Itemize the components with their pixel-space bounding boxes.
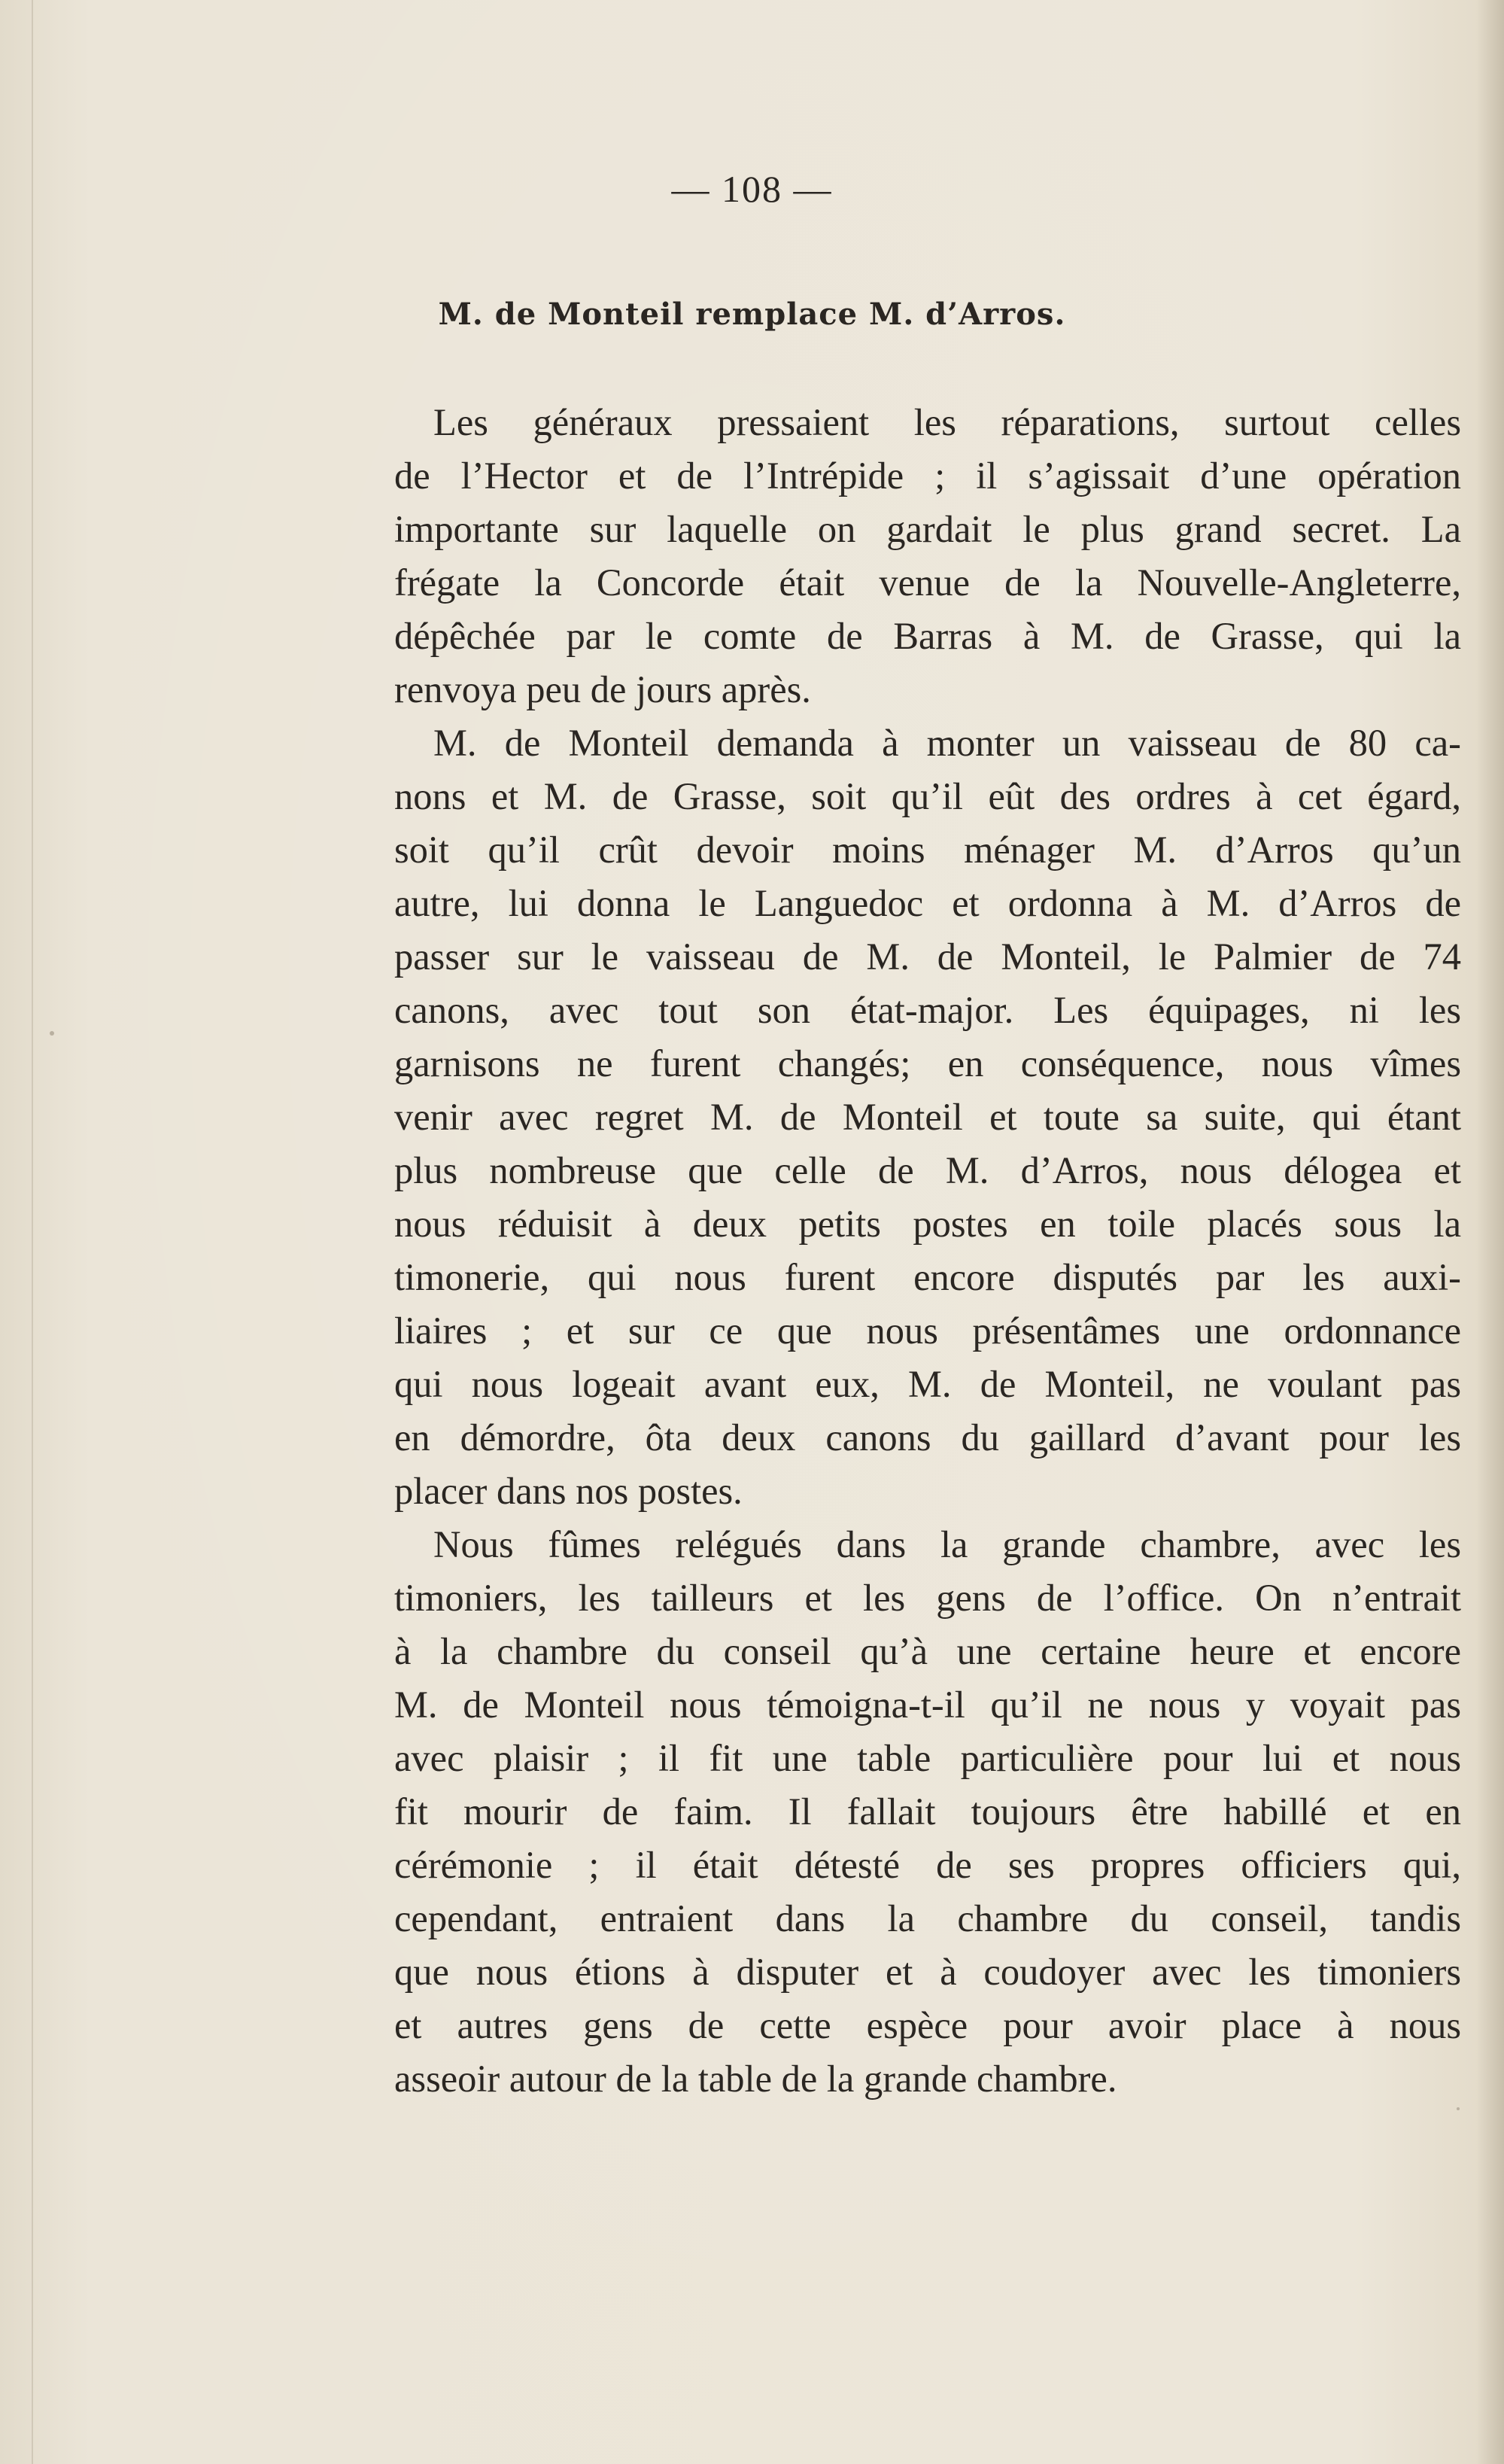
body-text — [394, 396, 1461, 2106]
text-line: cependant, entraient dans la chambre du conseil, tandis — [394, 1897, 1461, 1939]
text-line: M. de Monteil demanda à monter un vaisseau de 80 ca- — [433, 722, 1461, 764]
page-edge-shadow — [1477, 0, 1504, 2464]
text-line: que nous étions à disputer et à coudoyer avec les timoniers — [394, 1951, 1461, 1993]
speck-mark — [1457, 2107, 1460, 2110]
text-line: renvoya peu de jours après. — [394, 668, 811, 710]
text-line: plus nombreuse que celle de M. d’Arros, nous délogea et — [394, 1149, 1461, 1191]
text-line: importante sur laquelle on gardait le plus grand secret. La — [394, 508, 1461, 550]
text-line: soit qu’il crût devoir moins ménager M. d’Arros qu’un — [394, 829, 1461, 871]
text-line: liaires ; et sur ce que nous présentâmes une ordonnance — [394, 1310, 1461, 1352]
text-line: nons et M. de Grasse, soit qu’il eût des ordres à cet égard, — [394, 775, 1461, 817]
page-number: — 108 — — [671, 168, 833, 210]
text-line: dépêchée par le comte de Barras à M. de Grasse, qui la — [394, 615, 1461, 657]
text-line: timoniers, les tailleurs et les gens de l’office. On n’entrait — [394, 1577, 1461, 1619]
section-heading: M. de Monteil remplace M. d’Arros. — [438, 297, 1066, 332]
text-line: passer sur le vaisseau de M. de Monteil, le Palmier de 74 — [394, 935, 1461, 978]
text-line: cérémonie ; il était détesté de ses propres officiers qui, — [394, 1844, 1461, 1886]
text-line: fit mourir de faim. Il fallait toujours être habillé et en — [394, 1790, 1461, 1833]
speck-mark — [50, 1031, 54, 1036]
text-line: venir avec regret M. de Monteil et toute sa suite, qui étant — [394, 1096, 1461, 1138]
text-line: Les généraux pressaient les réparations, surtout celles — [433, 401, 1461, 443]
text-line: Nous fûmes relégués dans la grande chambre, avec les — [433, 1523, 1461, 1565]
text-line: asseoir autour de la table de la grande chambre. — [394, 2058, 1117, 2100]
page-fold-line — [32, 0, 33, 2464]
text-line: autre, lui donna le Languedoc et ordonna à M. d’Arros de — [394, 882, 1461, 924]
text-line: et autres gens de cette espèce pour avoir place à nous — [394, 2004, 1461, 2046]
text-line: avec plaisir ; il fit une table particulière pour lui et nous — [394, 1737, 1461, 1779]
text-line: M. de Monteil nous témoigna-t-il qu’il ne nous y voyait pas — [394, 1684, 1461, 1726]
text-line: nous réduisit à deux petits postes en toile placés sous la — [394, 1203, 1461, 1245]
text-line: frégate la Concorde était venue de la Nouvelle-Angleterre, — [394, 561, 1461, 604]
text-line: placer dans nos postes. — [394, 1470, 743, 1512]
text-line: qui nous logeait avant eux, M. de Monteil, ne voulant pas — [394, 1363, 1461, 1405]
text-line: en démordre, ôta deux canons du gaillard d’avant pour les — [394, 1416, 1461, 1459]
text-line: garnisons ne furent changés; en conséquence, nous vîmes — [394, 1042, 1461, 1084]
text-line: de l’Hector et de l’Intrépide ; il s’agissait d’une opération — [394, 455, 1461, 497]
text-line: canons, avec tout son état-major. Les équipages, ni les — [394, 989, 1461, 1031]
text-line: timonerie, qui nous furent encore disputés par les auxi- — [394, 1256, 1461, 1298]
text-line: à la chambre du conseil qu’à une certaine heure et encore — [394, 1630, 1461, 1672]
